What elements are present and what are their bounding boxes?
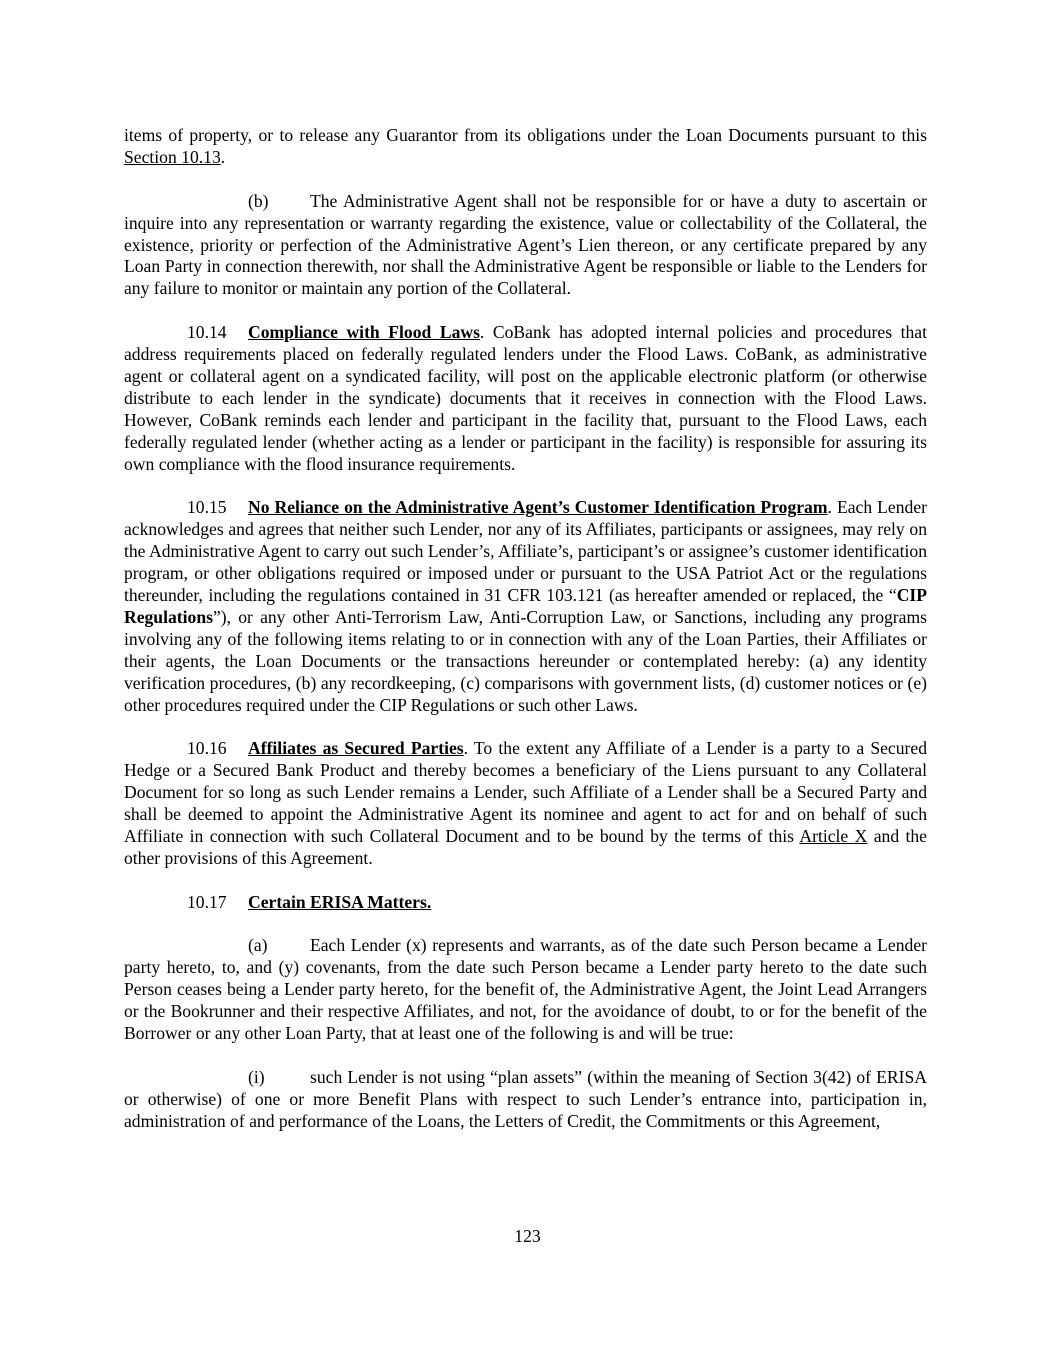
- paragraph-b: [124, 191, 927, 301]
- section-number: 10.16: [187, 738, 227, 759]
- section-heading: Affiliates as Secured Parties: [248, 738, 464, 759]
- clause-text: The Administrative Agent shall not be responsible for or have a duty to ascertain or inquire into any representation or warranty regarding the existence, value or collectability of the Collateral, the existence, priority or perfection of the Administrative Agent’s Lien thereon, or any certificate prepared by any Loan Party in connection therewith, nor shall the Administrative Agent be responsible or liable to the Lenders for any failure to monitor or maintain any portion of the Collateral.: [124, 190, 927, 299]
- section-reference: Section 10.13: [124, 146, 221, 167]
- page-number: 123: [514, 1226, 541, 1246]
- paragraph-i: [124, 1067, 927, 1133]
- section-text: . CoBank has adopted internal policies and procedures that address requirements placed on federally regulated lenders under the Flood Laws. CoBank, as administrative agent or collateral agent on a syndicated facility, will post on the applicable electronic platform (or otherwise distribute to each lender in the syndicate) documents that it receives in connection with the Flood Laws. However, CoBank reminds each lender and participant in the facility that, pursuant to the Flood Laws, each federally regulated lender (whether acting as a lender or participant in the facility) is responsible for assuring its own compliance with the flood insurance requirements.: [124, 322, 927, 474]
- section-heading: Certain ERISA Matters.: [248, 891, 432, 912]
- section-text-2: ”), or any other Anti-Terrorism Law, Anti-Corruption Law, or Sanctions, including any programs involving any of the following items relating to or in connection with any of the Loan Parties, their Affiliates or their agents, the Loan Documents or the transactions hereunder or contemplated hereby: (a) any identity verification procedures, (b) any recordkeeping, (c) comparisons with government lists, (d) customer notices or (e) other procedures required under the CIP Regulations or such other Laws.: [124, 606, 927, 715]
- section-heading: Compliance with Flood Laws: [248, 322, 480, 343]
- clause-label: (i): [248, 1066, 265, 1087]
- defined-term: CIP Regulations: [124, 584, 927, 627]
- section-number: 10.17: [187, 891, 227, 912]
- intro-text: items of property, or to release any Guarantor from its obligations under the Loan Documents pursuant to this: [124, 125, 927, 145]
- document-body: [124, 125, 927, 1154]
- section-10-14: [124, 322, 927, 475]
- article-reference: Article X: [799, 825, 868, 846]
- paragraph-a: [124, 935, 927, 1045]
- section-heading: No Reliance on the Administrative Agent’s Customer Identification Program: [248, 497, 828, 518]
- section-number: 10.15: [187, 497, 227, 518]
- section-10-15: [124, 497, 927, 716]
- clause-label: (b): [248, 190, 269, 211]
- clause-text: such Lender is not using “plan assets” (within the meaning of Section 3(42) of ERISA or otherwise) of one or more Benefit Plans with respect to such Lender’s entrance into, participation in, administration of and performance of the Loans, the Letters of Credit, the Commitments or this Agreement,: [124, 1066, 927, 1131]
- section-10-16: [124, 738, 927, 869]
- section-10-17: [124, 892, 927, 914]
- section-text-1: . Each Lender acknowledges and agrees that neither such Lender, nor any of its Affiliates, participants or assignees, may rely on the Administrative Agent to carry out such Lender’s, Affiliate’s, participant’s or assignee’s customer identification program, or other obligations required or imposed under or pursuant to the USA Patriot Act or the regulations thereunder, including the regulations contained in 31 CFR 103.121 (as hereafter amended or replaced, the “: [124, 497, 927, 605]
- section-number: 10.14: [187, 322, 227, 343]
- intro-end: .: [220, 146, 226, 167]
- clause-text: Each Lender (x) represents and warrants, as of the date such Person became a Lender party hereto, to, and (y) covenants, from the date such Person became a Lender party hereto to the date such Person ceases being a Lender party hereto, for the benefit of, the Administrative Agent, the Joint Lead Arrangers or the Bookrunner and their respective Affiliates, and not, for the avoidance of doubt, to or for the benefit of the Borrower or any other Loan Party, that at least one of the following is and will be true:: [124, 935, 927, 1044]
- section-text-2: and the other provisions of this Agreement.: [124, 825, 927, 868]
- paragraph-intro: [124, 125, 927, 169]
- clause-label: (a): [248, 935, 268, 956]
- section-text-1: . To the extent any Affiliate of a Lender is a party to a Secured Hedge or a Secured Bank Product and thereby becomes a beneficiary of the Liens pursuant to any Collateral Document for so long as such Lender remains a Lender, such Affiliate of a Lender shall be a Secured Party and shall be deemed to appoint the Administrative Agent its nominee and agent to act for and on behalf of such Affiliate in connection with such Collateral Document and to be bound by the terms of this: [124, 738, 927, 846]
